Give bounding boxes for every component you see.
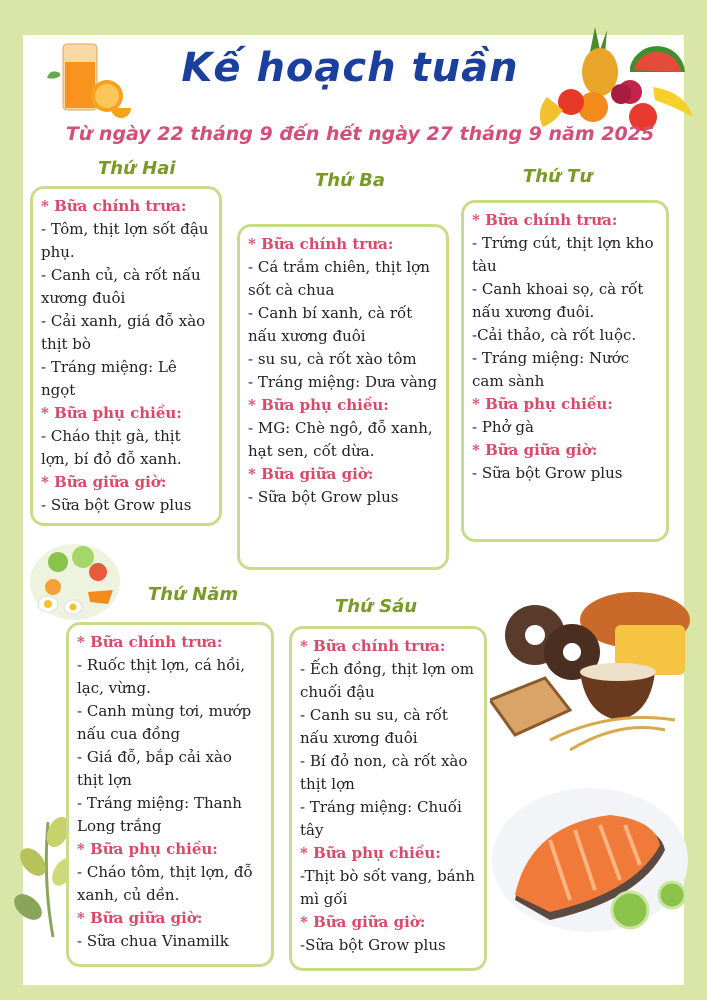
lunch-heading: * Bữa chính trưa: (472, 211, 618, 229)
lunch-item: - Tráng miệng: Thanh Long trắng (77, 794, 242, 835)
lunch-item: - Tráng miệng: Lê ngọt (41, 358, 177, 399)
menu-card-wed (461, 200, 669, 542)
between-heading: * Bữa giữa giờ: (300, 913, 426, 931)
snack-item: - Cháo tôm, thịt lợn, đỗ xanh, củ dền. (77, 863, 253, 904)
between-heading: * Bữa giữa giờ: (472, 441, 598, 459)
snack-item: - MG: Chè ngô, đỗ xanh, hạt sen, cốt dừa. (248, 419, 433, 460)
lunch-heading: * Bữa chính trưa: (248, 235, 394, 253)
lunch-item: - Ruốc thịt lợn, cá hồi, lạc, vừng. (77, 656, 245, 697)
lunch-item: -Cải thảo, cà rốt luộc. (472, 326, 637, 344)
day-heading-thu: Thứ Năm (148, 584, 239, 605)
lunch-item: - Trứng cút, thịt lợn kho tàu (472, 234, 654, 275)
lunch-item: - Tráng miệng: Chuối tây (300, 798, 462, 839)
lunch-heading: * Bữa chính trưa: (300, 637, 446, 655)
page-title: Kế hoạch tuần (181, 45, 519, 91)
day-heading-mon: Thứ Hai (98, 158, 176, 179)
salad-plate-icon (28, 532, 123, 622)
lunch-item: - Canh khoai sọ, cà rốt nấu xương đuôi. (472, 280, 644, 321)
day-heading-tue: Thứ Ba (315, 170, 386, 191)
snack-item: -Thịt bò sốt vang, bánh mì gối (300, 867, 475, 908)
lunch-item: - Tráng miệng: Nước cam sành (472, 349, 630, 390)
day-heading-wed: Thứ Tư (523, 166, 593, 187)
lunch-item: - Cải xanh, giá đỗ xào thịt bò (41, 312, 206, 353)
between-item: - Sữa chua Vinamilk (77, 932, 229, 950)
lunch-item: - Canh bí xanh, cà rốt nấu xương đuôi (248, 304, 413, 345)
snack-heading: * Bữa phụ chiều: (300, 844, 441, 862)
between-item: - Sữa bột Grow plus (248, 488, 399, 506)
fruit-basket-icon (535, 22, 695, 132)
between-item: - Sữa bột Grow plus (472, 464, 623, 482)
leaf-branch-icon (8, 812, 73, 942)
day-heading-fri: Thứ Sáu (335, 596, 418, 617)
lunch-item: - Cá trắm chiên, thịt lợn sốt cà chua (248, 258, 430, 299)
lunch-item: - Canh củ, cà rốt nấu xương đuôi (41, 266, 201, 307)
lunch-item: - Ếch đồng, thịt lợn om chuối đậu (300, 660, 474, 701)
lunch-item: - su su, cà rốt xào tôm (248, 350, 417, 368)
lunch-item: - Canh su su, cà rốt nấu xương đuôi (300, 706, 448, 747)
lunch-item: - Canh mùng tơi, mướp nấu cua đồng (77, 702, 252, 743)
lunch-item: - Giá đỗ, bắp cải xào thịt lợn (77, 748, 232, 789)
lunch-heading: * Bữa chính trưa: (41, 197, 187, 215)
between-heading: * Bữa giữa giờ: (248, 465, 374, 483)
between-item: -Sữa bột Grow plus (300, 936, 446, 954)
juice-glass-icon (45, 38, 135, 118)
between-item: - Sữa bột Grow plus (41, 496, 192, 514)
date-range-subtitle: Từ ngày 22 tháng 9 đến hết ngày 27 tháng 9 năm 2025 (65, 123, 655, 145)
lunch-item: - Tôm, thịt lợn sốt đậu phụ. (41, 220, 209, 261)
salmon-plate-icon (490, 780, 690, 940)
lunch-item: - Bí đỏ non, cà rốt xào thịt lợn (300, 752, 468, 793)
between-heading: * Bữa giữa giờ: (77, 909, 203, 927)
menu-card-fri (289, 626, 487, 971)
menu-card-mon (30, 186, 222, 526)
snack-item: - Cháo thịt gà, thịt lợn, bí đỏ đỗ xanh. (41, 427, 182, 468)
snack-item: - Phở gà (472, 418, 534, 436)
lunch-item: - Tráng miệng: Dưa vàng (248, 373, 438, 391)
snack-heading: * Bữa phụ chiều: (77, 840, 218, 858)
bread-bowl-icon (490, 590, 690, 765)
snack-heading: * Bữa phụ chiều: (41, 404, 182, 422)
snack-heading: * Bữa phụ chiều: (472, 395, 613, 413)
lunch-heading: * Bữa chính trưa: (77, 633, 223, 651)
menu-card-thu (66, 622, 274, 967)
snack-heading: * Bữa phụ chiều: (248, 396, 389, 414)
menu-card-tue (237, 224, 449, 570)
between-heading: * Bữa giữa giờ: (41, 473, 167, 491)
